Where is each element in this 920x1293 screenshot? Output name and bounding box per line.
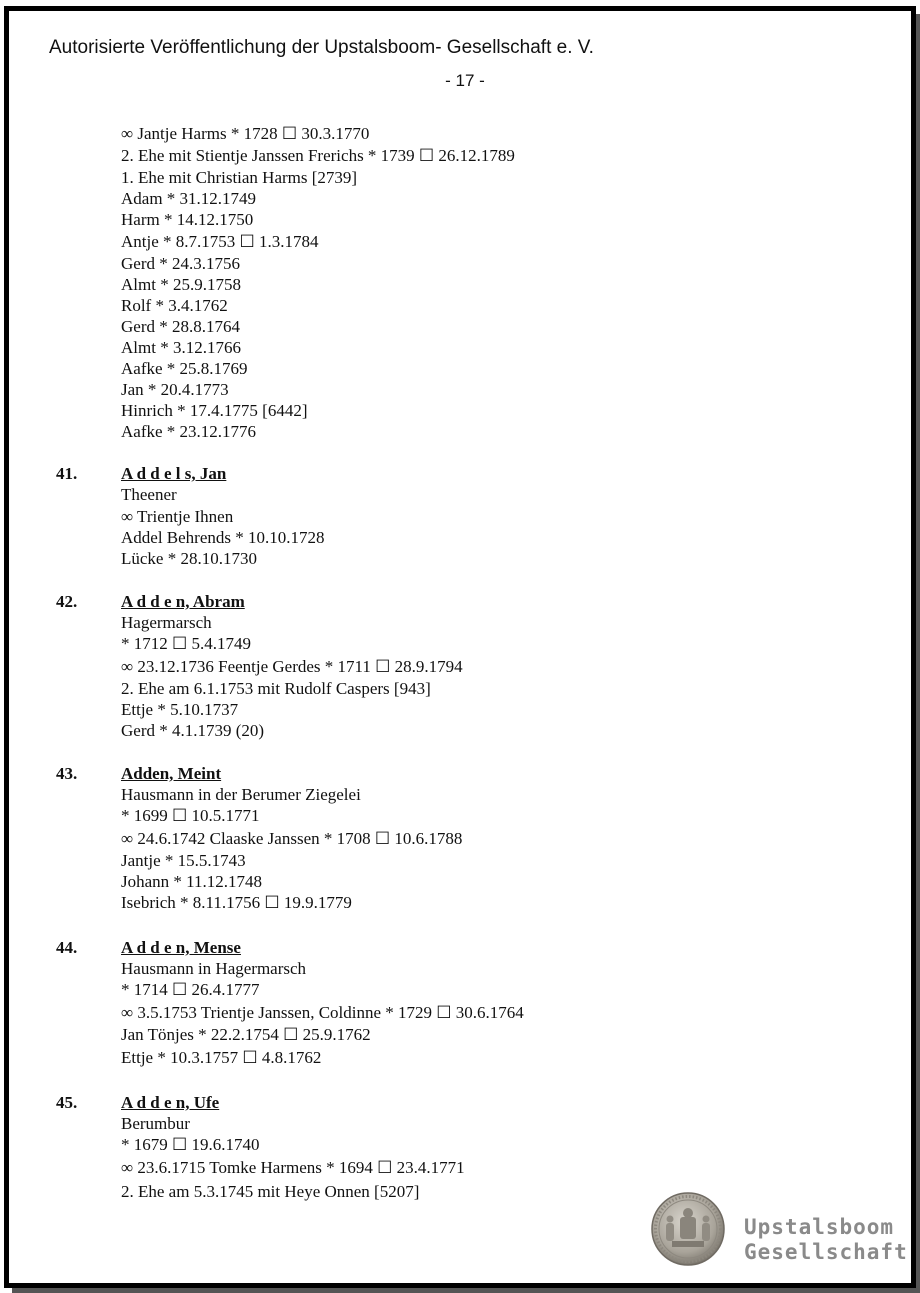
logo-text-line1: Upstalsboom [744,1215,895,1239]
logo-text-line2: Gesellschaft [744,1240,908,1264]
text-line: Almt * 3.12.1766 [121,338,241,357]
text-line: Rolf * 3.4.1762 [121,296,228,315]
text-line: Hausmann in Hagermarsch [121,959,307,978]
text-line: Theener [121,485,177,504]
text-line: * 1699 ☐ 10.5.1771 [121,806,260,825]
text-line: Jantje * 15.5.1743 [121,851,246,870]
society-logo [650,1191,910,1273]
text-line: Hinrich * 17.4.1775 [6442] [121,401,308,420]
entry-name: A d d e l s, Jan [121,464,227,483]
text-line: Jan * 20.4.1773 [121,380,229,399]
text-line: ∞ 24.6.1742 Claaske Janssen * 1708 ☐ 10.6.1788 [121,829,463,848]
text-line: Addel Behrends * 10.10.1728 [121,528,325,547]
entry-number: 42. [56,592,78,611]
text-line: Berumbur [121,1114,190,1133]
text-line: 2. Ehe am 5.3.1745 mit Heye Onnen [5207] [121,1182,420,1201]
text-line: Gerd * 24.3.1756 [121,254,240,273]
text-line: Jan Tönjes * 22.2.1754 ☐ 25.9.1762 [121,1025,371,1044]
entry-name: A d d e n, Abram [121,592,245,611]
text-line: Ettje * 5.10.1737 [121,700,239,719]
seal-icon [650,1191,726,1267]
text-line: 1. Ehe mit Christian Harms [2739] [121,168,358,187]
text-line: * 1714 ☐ 26.4.1777 [121,980,260,999]
text-line: 2. Ehe mit Stientje Janssen Frerichs * 1739 ☐ 26.12.1789 [121,146,515,165]
entry-name: A d d e n, Mense [121,938,241,957]
text-line: Aafke * 23.12.1776 [121,422,257,441]
entry-name: Adden, Meint [121,764,222,783]
entry-number: 43. [56,764,78,783]
entry-number: 44. [56,938,78,957]
text-line: Harm * 14.12.1750 [121,210,254,229]
page-shadow-right [916,14,920,1287]
text-line: Adam * 31.12.1749 [121,189,257,208]
text-line: ∞ 3.5.1753 Trientje Janssen, Coldinne * 1729 ☐ 30.6.1764 [121,1003,524,1022]
text-line: * 1712 ☐ 5.4.1749 [121,634,251,653]
text-line: Gerd * 4.1.1739 (20) [121,721,265,740]
text-line: * 1679 ☐ 19.6.1740 [121,1135,260,1154]
text-line: ∞ Jantje Harms * 1728 ☐ 30.3.1770 [121,124,370,143]
text-line: Lücke * 28.10.1730 [121,549,257,568]
text-line: ∞ Trientje Ihnen [121,507,234,526]
text-line: Hausmann in der Berumer Ziegelei [121,785,361,804]
entry-number: 45. [56,1093,78,1112]
entry-name: A d d e n, Ufe [121,1093,220,1112]
page-number: - 17 - [445,71,485,90]
text-line: ∞ 23.6.1715 Tomke Harmens * 1694 ☐ 23.4.1771 [121,1158,465,1177]
text-line: Antje * 8.7.1753 ☐ 1.3.1784 [121,232,319,251]
text-line: Isebrich * 8.11.1756 ☐ 19.9.1779 [121,893,352,912]
page-frame [4,6,916,1288]
text-line: Almt * 25.9.1758 [121,275,241,294]
text-line: Aafke * 25.8.1769 [121,359,248,378]
text-line: Hagermarsch [121,613,212,632]
entry-number: 41. [56,464,78,483]
text-line: ∞ 23.12.1736 Feentje Gerdes * 1711 ☐ 28.9.1794 [121,657,463,676]
text-line: Ettje * 10.3.1757 ☐ 4.8.1762 [121,1048,322,1067]
text-line: Johann * 11.12.1748 [121,872,263,891]
text-line: 2. Ehe am 6.1.1753 mit Rudolf Caspers [943] [121,679,431,698]
document-header: Autorisierte Veröffentlichung der Upstalsboom- Gesellschaft e. V. [49,37,594,58]
text-line: Gerd * 28.8.1764 [121,317,240,336]
